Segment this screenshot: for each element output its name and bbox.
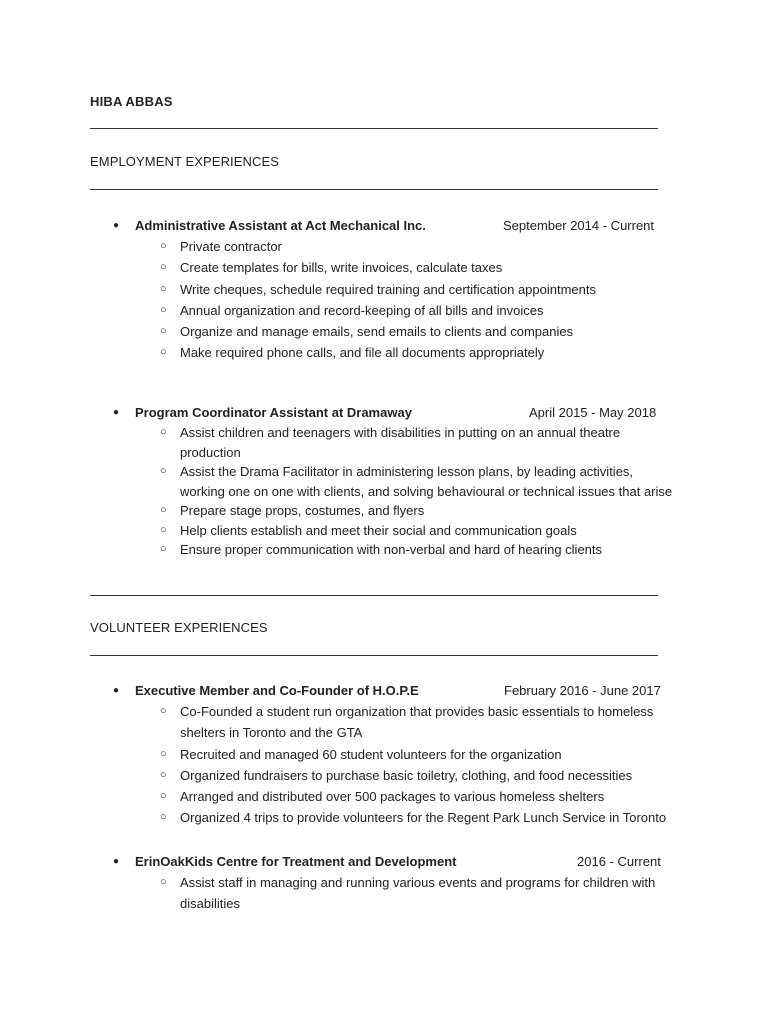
job-date: February 2016 - June 2017 bbox=[504, 683, 661, 698]
list-item-text: Assist the Drama Facilitator in administering lesson plans, by leading activities, working one on one with clients, and solving behavioural or technical issues that arise bbox=[180, 464, 673, 499]
applicant-name: HIBA ABBAS bbox=[90, 94, 173, 109]
job-duties-list bbox=[90, 701, 690, 829]
job-entry bbox=[90, 403, 690, 560]
list-item-text: Prepare stage props, costumes, and flyers bbox=[180, 503, 425, 518]
job-title: ErinOakKids Centre for Treatment and Development bbox=[135, 854, 457, 869]
circle-bullet-icon: ○ bbox=[160, 426, 167, 438]
circle-bullet-icon: ○ bbox=[160, 325, 167, 338]
list-item-text: Recruited and managed 60 student volunteers for the organization bbox=[180, 746, 562, 762]
divider bbox=[90, 595, 658, 596]
list-item bbox=[90, 872, 680, 915]
list-item-text: Assist staff in managing and running various events and programs for children with disabilities bbox=[180, 875, 656, 912]
divider bbox=[90, 189, 658, 190]
circle-bullet-icon: ○ bbox=[160, 705, 167, 717]
list-item-text: Help clients establish and meet their social and communication goals bbox=[180, 522, 577, 538]
list-item bbox=[90, 521, 680, 541]
job-header bbox=[90, 681, 690, 701]
job-entry bbox=[90, 216, 690, 364]
list-item-text: Make required phone calls, and file all documents appropriately bbox=[180, 345, 545, 361]
job-entry bbox=[90, 681, 690, 829]
job-entry bbox=[90, 852, 690, 915]
bullet-icon: ● bbox=[113, 685, 120, 696]
list-item bbox=[90, 300, 680, 321]
list-item bbox=[90, 462, 680, 501]
job-duties-list bbox=[90, 872, 690, 915]
job-duties-list bbox=[90, 236, 690, 364]
list-item bbox=[90, 279, 680, 300]
circle-bullet-icon: ○ bbox=[160, 282, 167, 295]
circle-bullet-icon: ○ bbox=[160, 465, 167, 477]
list-item-text: Write cheques, schedule required training and certification appointments bbox=[180, 281, 596, 297]
bullet-icon: ● bbox=[113, 856, 120, 867]
list-item bbox=[90, 540, 680, 560]
list-item bbox=[90, 236, 680, 257]
job-title: Executive Member and Co-Founder of H.O.P.E bbox=[135, 683, 419, 698]
job-date: April 2015 - May 2018 bbox=[529, 405, 657, 420]
list-item bbox=[90, 423, 680, 462]
circle-bullet-icon: ○ bbox=[160, 747, 167, 760]
job-title: Administrative Assistant at Act Mechanical Inc. bbox=[135, 218, 426, 233]
circle-bullet-icon: ○ bbox=[160, 303, 167, 316]
list-item bbox=[90, 701, 680, 744]
list-item bbox=[90, 342, 680, 363]
circle-bullet-icon: ○ bbox=[160, 876, 167, 888]
list-item bbox=[90, 786, 680, 807]
circle-bullet-icon: ○ bbox=[160, 790, 167, 803]
circle-bullet-icon: ○ bbox=[160, 346, 167, 359]
list-item-text: Organized 4 trips to provide volunteers for the Regent Park Lunch Service in Toronto bbox=[180, 810, 667, 826]
list-item-text: Organized fundraisers to purchase basic toiletry, clothing, and food necessities bbox=[180, 767, 633, 783]
list-item bbox=[90, 765, 680, 786]
circle-bullet-icon: ○ bbox=[160, 261, 167, 274]
divider bbox=[90, 655, 658, 656]
list-item-text: Ensure proper communication with non-verbal and hard of hearing clients bbox=[180, 542, 603, 557]
job-header bbox=[90, 216, 690, 236]
section-title-volunteer: VOLUNTEER EXPERIENCES bbox=[90, 620, 268, 635]
circle-bullet-icon: ○ bbox=[160, 768, 167, 781]
job-duties-list bbox=[90, 423, 690, 560]
job-date: September 2014 - Current bbox=[503, 218, 655, 233]
bullet-icon: ● bbox=[113, 407, 120, 418]
list-item bbox=[90, 807, 680, 828]
circle-bullet-icon: ○ bbox=[160, 543, 167, 555]
job-header bbox=[90, 403, 690, 423]
job-title: Program Coordinator Assistant at Dramaway bbox=[135, 405, 412, 420]
list-item bbox=[90, 321, 680, 342]
list-item-text: Annual organization and record-keeping of all bills and invoices bbox=[180, 302, 544, 318]
bullet-icon: ● bbox=[113, 220, 120, 231]
list-item-text: Organize and manage emails, send emails to clients and companies bbox=[180, 324, 574, 340]
job-date: 2016 - Current bbox=[577, 854, 661, 869]
list-item bbox=[90, 257, 680, 278]
circle-bullet-icon: ○ bbox=[160, 240, 167, 252]
list-item-text: Private contractor bbox=[180, 239, 282, 254]
list-item-text: Arranged and distributed over 500 packages to various homeless shelters bbox=[180, 789, 605, 805]
list-item-text: Assist children and teenagers with disabilities in putting on an annual theatre production bbox=[180, 425, 621, 460]
circle-bullet-icon: ○ bbox=[160, 523, 167, 536]
circle-bullet-icon: ○ bbox=[160, 504, 167, 516]
section-title-employment: EMPLOYMENT EXPERIENCES bbox=[90, 154, 280, 169]
list-item-text: Create templates for bills, write invoices, calculate taxes bbox=[180, 260, 503, 276]
circle-bullet-icon: ○ bbox=[160, 811, 167, 824]
divider bbox=[90, 128, 658, 129]
job-header bbox=[90, 852, 690, 872]
list-item bbox=[90, 501, 680, 521]
list-item-text: Co-Founded a student run organization that provides basic essentials to homeless shelters in Toronto and the GTA bbox=[180, 704, 654, 741]
list-item bbox=[90, 744, 680, 765]
